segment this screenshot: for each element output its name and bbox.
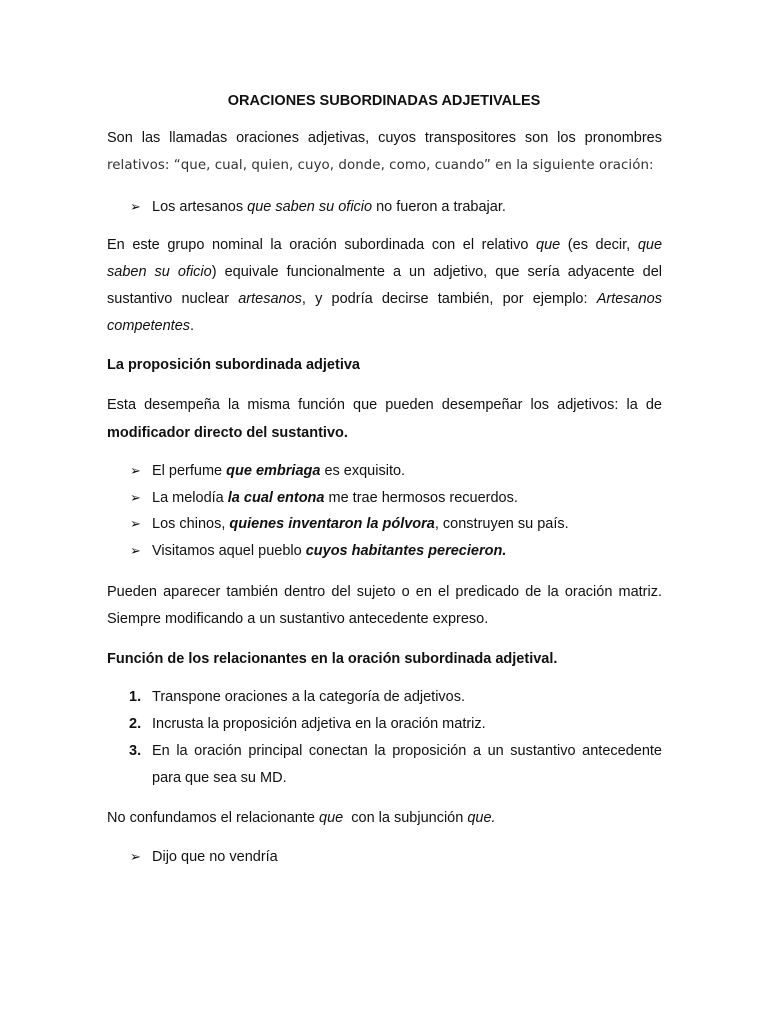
position-text-line-1: Pueden aparecer también dentro del sujeto o en el predicado de la oración matriz. — [107, 584, 662, 600]
explanation-line-1 — [107, 235, 662, 255]
text-span: con la subjunción — [343, 810, 468, 826]
text-span: es exquisito. — [320, 463, 406, 479]
section-heading-subordinate-clause: La proposición subordinada adjetiva — [107, 357, 360, 373]
function-text-line-1: Esta desempeña la misma función que pueden desempeñar los adjetivos: la de — [107, 397, 662, 413]
list-number: 3. — [129, 743, 142, 759]
document-title: ORACIONES SUBORDINADAS ADJETIVALES — [227, 93, 541, 109]
bullet-arrow-icon: ➢ — [130, 543, 141, 558]
emphasis-span: cuyos habitantes perecieron. — [305, 543, 507, 559]
emphasis-span: la cual entona — [227, 490, 325, 506]
italic-span: que — [536, 237, 561, 253]
italic-span: artesanos — [238, 291, 302, 307]
position-text-line-2: Siempre modificando a un sustantivo antecedente expreso. — [107, 611, 489, 627]
italic-span: que — [319, 810, 344, 826]
example-item — [152, 541, 506, 561]
emphasis-span: que embriaga — [226, 463, 321, 479]
example-text: no fueron a trabajar. — [372, 199, 506, 215]
bullet-arrow-icon: ➢ — [130, 516, 141, 531]
example-item — [152, 514, 569, 534]
function-list-item: En la oración principal conectan la proposición a un sustantivo antecedente — [152, 743, 662, 759]
example-relative-clause: que saben su oficio — [247, 199, 373, 215]
function-list-item: Transpone oraciones a la categoría de adjetivos. — [152, 689, 466, 705]
text-span: me trae hermosos recuerdos. — [324, 490, 518, 506]
confusion-note — [107, 808, 662, 828]
intro-line-1: Son las llamadas oraciones adjetivas, cuyos transpositores son los pronombres — [107, 130, 662, 146]
example-item — [152, 461, 405, 481]
text-span: No confundamos el relacionante — [107, 810, 319, 826]
section-heading-relational-function: Función de los relacionantes en la oración subordinada adjetival. — [107, 651, 558, 667]
text-span: , y podría decirse también, por ejemplo: — [301, 291, 597, 307]
example-sentence-last: Dijo que no vendría — [152, 849, 278, 865]
example-item — [152, 488, 518, 508]
example-text: Los artesanos — [152, 199, 248, 215]
list-number: 2. — [129, 716, 142, 732]
italic-span: que — [637, 237, 663, 253]
text-span: , construyen su país. — [434, 516, 569, 532]
bullet-arrow-icon: ➢ — [130, 490, 141, 505]
text-span: (es decir, — [560, 237, 638, 253]
italic-span: que. — [467, 810, 496, 826]
explanation-line-2 — [107, 262, 662, 282]
emphasis-span: quienes inventaron la pólvora — [229, 516, 435, 532]
explanation-line-3 — [107, 289, 662, 309]
text-span: ) equivale funcionalmente a un adjetivo, que sería adyacente del — [211, 264, 662, 280]
bullet-arrow-icon: ➢ — [130, 849, 141, 864]
function-list-item: Incrusta la proposición adjetiva en la oración matriz. — [152, 716, 486, 732]
intro-line-2: relativos: “que, cual, quien, cuyo, donde, como, cuando” en la siguiente oración: — [107, 158, 654, 173]
text-span: sustantivo nuclear — [107, 291, 239, 307]
text-span: Los chinos, — [152, 516, 230, 532]
bullet-arrow-icon: ➢ — [130, 463, 141, 478]
list-number: 1. — [129, 689, 142, 705]
bullet-arrow-icon: ➢ — [130, 199, 141, 214]
italic-span: competentes — [107, 318, 191, 334]
function-list-item-continuation: para que sea su MD. — [152, 770, 287, 786]
text-span: El perfume — [152, 463, 227, 479]
text-span: En este grupo nominal la oración subordinada con el relativo — [107, 237, 537, 253]
italic-span: saben su oficio — [107, 264, 212, 280]
italic-span: Artesanos — [596, 291, 662, 307]
text-span: La melodía — [152, 490, 228, 506]
explanation-line-4 — [107, 316, 662, 336]
example-sentence-1 — [152, 197, 506, 217]
function-text-line-2: modificador directo del sustantivo. — [107, 425, 348, 441]
text-span: Visitamos aquel pueblo — [152, 543, 306, 559]
text-span: . — [190, 318, 195, 334]
